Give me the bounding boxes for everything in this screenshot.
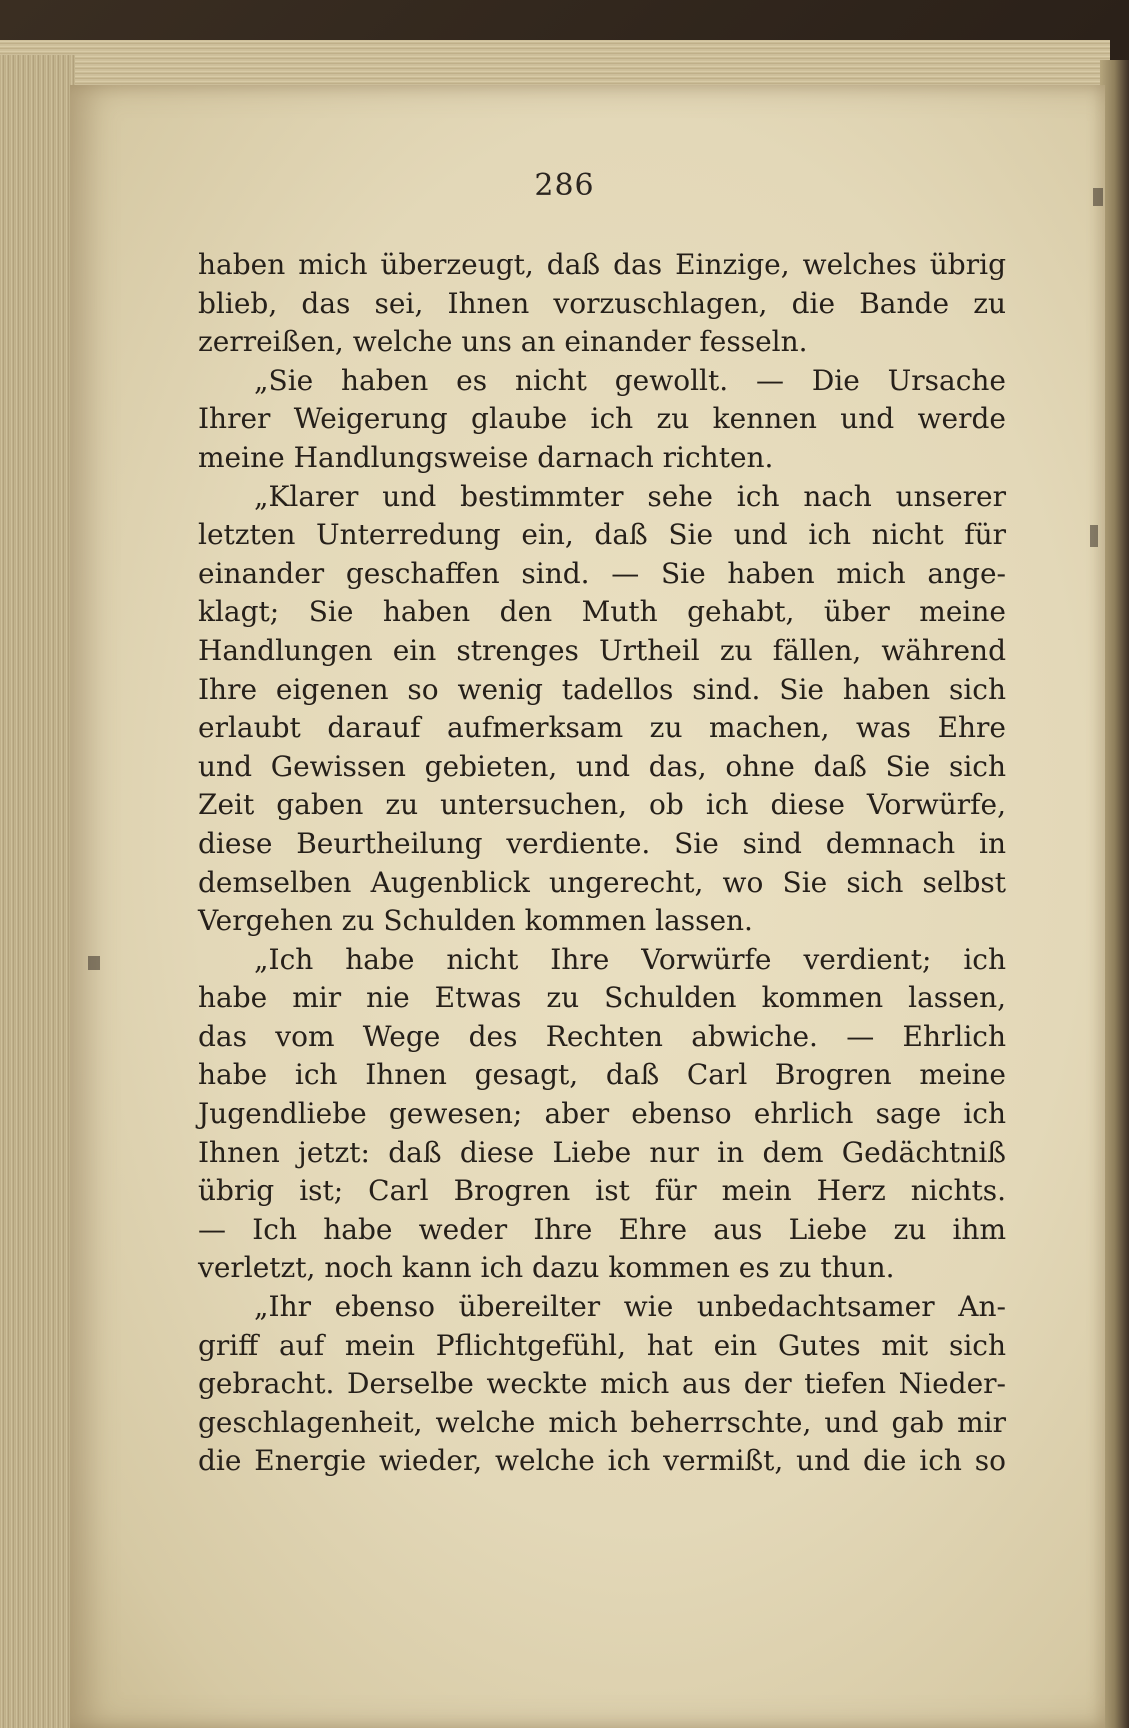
text-line: zerreißen, welche uns an einander fesseln. <box>198 325 808 359</box>
text-line: „Sie haben es nicht gewollt. — Die Ursache <box>254 363 1006 397</box>
ink-mark <box>88 956 100 970</box>
text-line: griff auf mein Pflichtgefühl, hat ein Gutes mit sich <box>198 1328 1006 1362</box>
text-line: Ihrer Weigerung glaube ich zu kennen und werde <box>198 402 1006 436</box>
text-line: einander geschaffen sind. — Sie haben mich ange- <box>198 556 1006 590</box>
text-line: „Klarer und bestimmter sehe ich nach unserer <box>254 479 1006 513</box>
text-line: blieb, das sei, Ihnen vorzuschlagen, die Bande zu <box>198 286 1006 320</box>
text-line: verletzt, noch kann ich dazu kommen es zu thun. <box>198 1251 895 1285</box>
text-line: haben mich überzeugt, daß das Einzige, welches übrig <box>198 248 1006 281</box>
text-line: letzten Unterredung ein, daß Sie und ich nicht für <box>198 518 1006 552</box>
text-line: gebracht. Derselbe weckte mich aus der tiefen Nieder- <box>198 1367 1006 1401</box>
text-line: geschlagenheit, welche mich beherrschte, und gab mir <box>198 1405 1006 1439</box>
text-line: habe ich Ihnen gesagt, daß Carl Brogren meine <box>198 1058 1006 1092</box>
page-stack-left-edge <box>0 55 75 1728</box>
text-line: „Ihr ebenso übereilter wie unbedachtsamer An- <box>254 1290 1006 1324</box>
text-line: und Gewissen gebieten, und das, ohne daß Sie sich <box>198 749 1006 783</box>
text-line: — Ich habe weder Ihre Ehre aus Liebe zu ihm <box>198 1212 1006 1246</box>
text-line: habe mir nie Etwas zu Schulden kommen lassen, <box>198 981 1006 1015</box>
text-line: Vergehen zu Schulden kommen lassen. <box>198 904 753 938</box>
text-line: erlaubt darauf aufmerksam zu machen, was Ehre <box>198 711 1006 745</box>
text-line: Zeit gaben zu untersuchen, ob ich diese Vorwürfe, <box>198 788 1006 822</box>
text-line: diese Beurtheilung verdiente. Sie sind demnach in <box>198 826 1006 860</box>
text-line: das vom Wege des Rechten abwiche. — Ehrlich <box>198 1019 1006 1053</box>
text-line: die Energie wieder, welche ich vermißt, und die ich so <box>198 1444 1006 1478</box>
page-number: 286 <box>534 168 595 203</box>
text-line: „Ich habe nicht Ihre Vorwürfe verdient; ich <box>254 942 1006 976</box>
text-line: Jugendliebe gewesen; aber ebenso ehrlich sage ich <box>198 1097 1006 1131</box>
text-line: Ihre eigenen so wenig tadellos sind. Sie haben sich <box>198 672 1006 706</box>
text-line: Handlungen ein strenges Urtheil zu fällen, während <box>198 633 1006 667</box>
body-text <box>198 246 1006 1481</box>
text-line: Ihnen jetzt: daß diese Liebe nur in dem Gedächtniß <box>198 1135 1006 1169</box>
page-stack-top-edge <box>0 40 1110 90</box>
text-line: meine Handlungsweise darnach richten. <box>198 440 774 474</box>
text-line: übrig ist; Carl Brogren ist für mein Herz nichts. <box>198 1174 1006 1208</box>
binding-thread-mark <box>1090 525 1098 547</box>
text-line: demselben Augenblick ungerecht, wo Sie sich selbst <box>198 865 1006 899</box>
text-line: klagt; Sie haben den Muth gehabt, über meine <box>198 595 1006 629</box>
